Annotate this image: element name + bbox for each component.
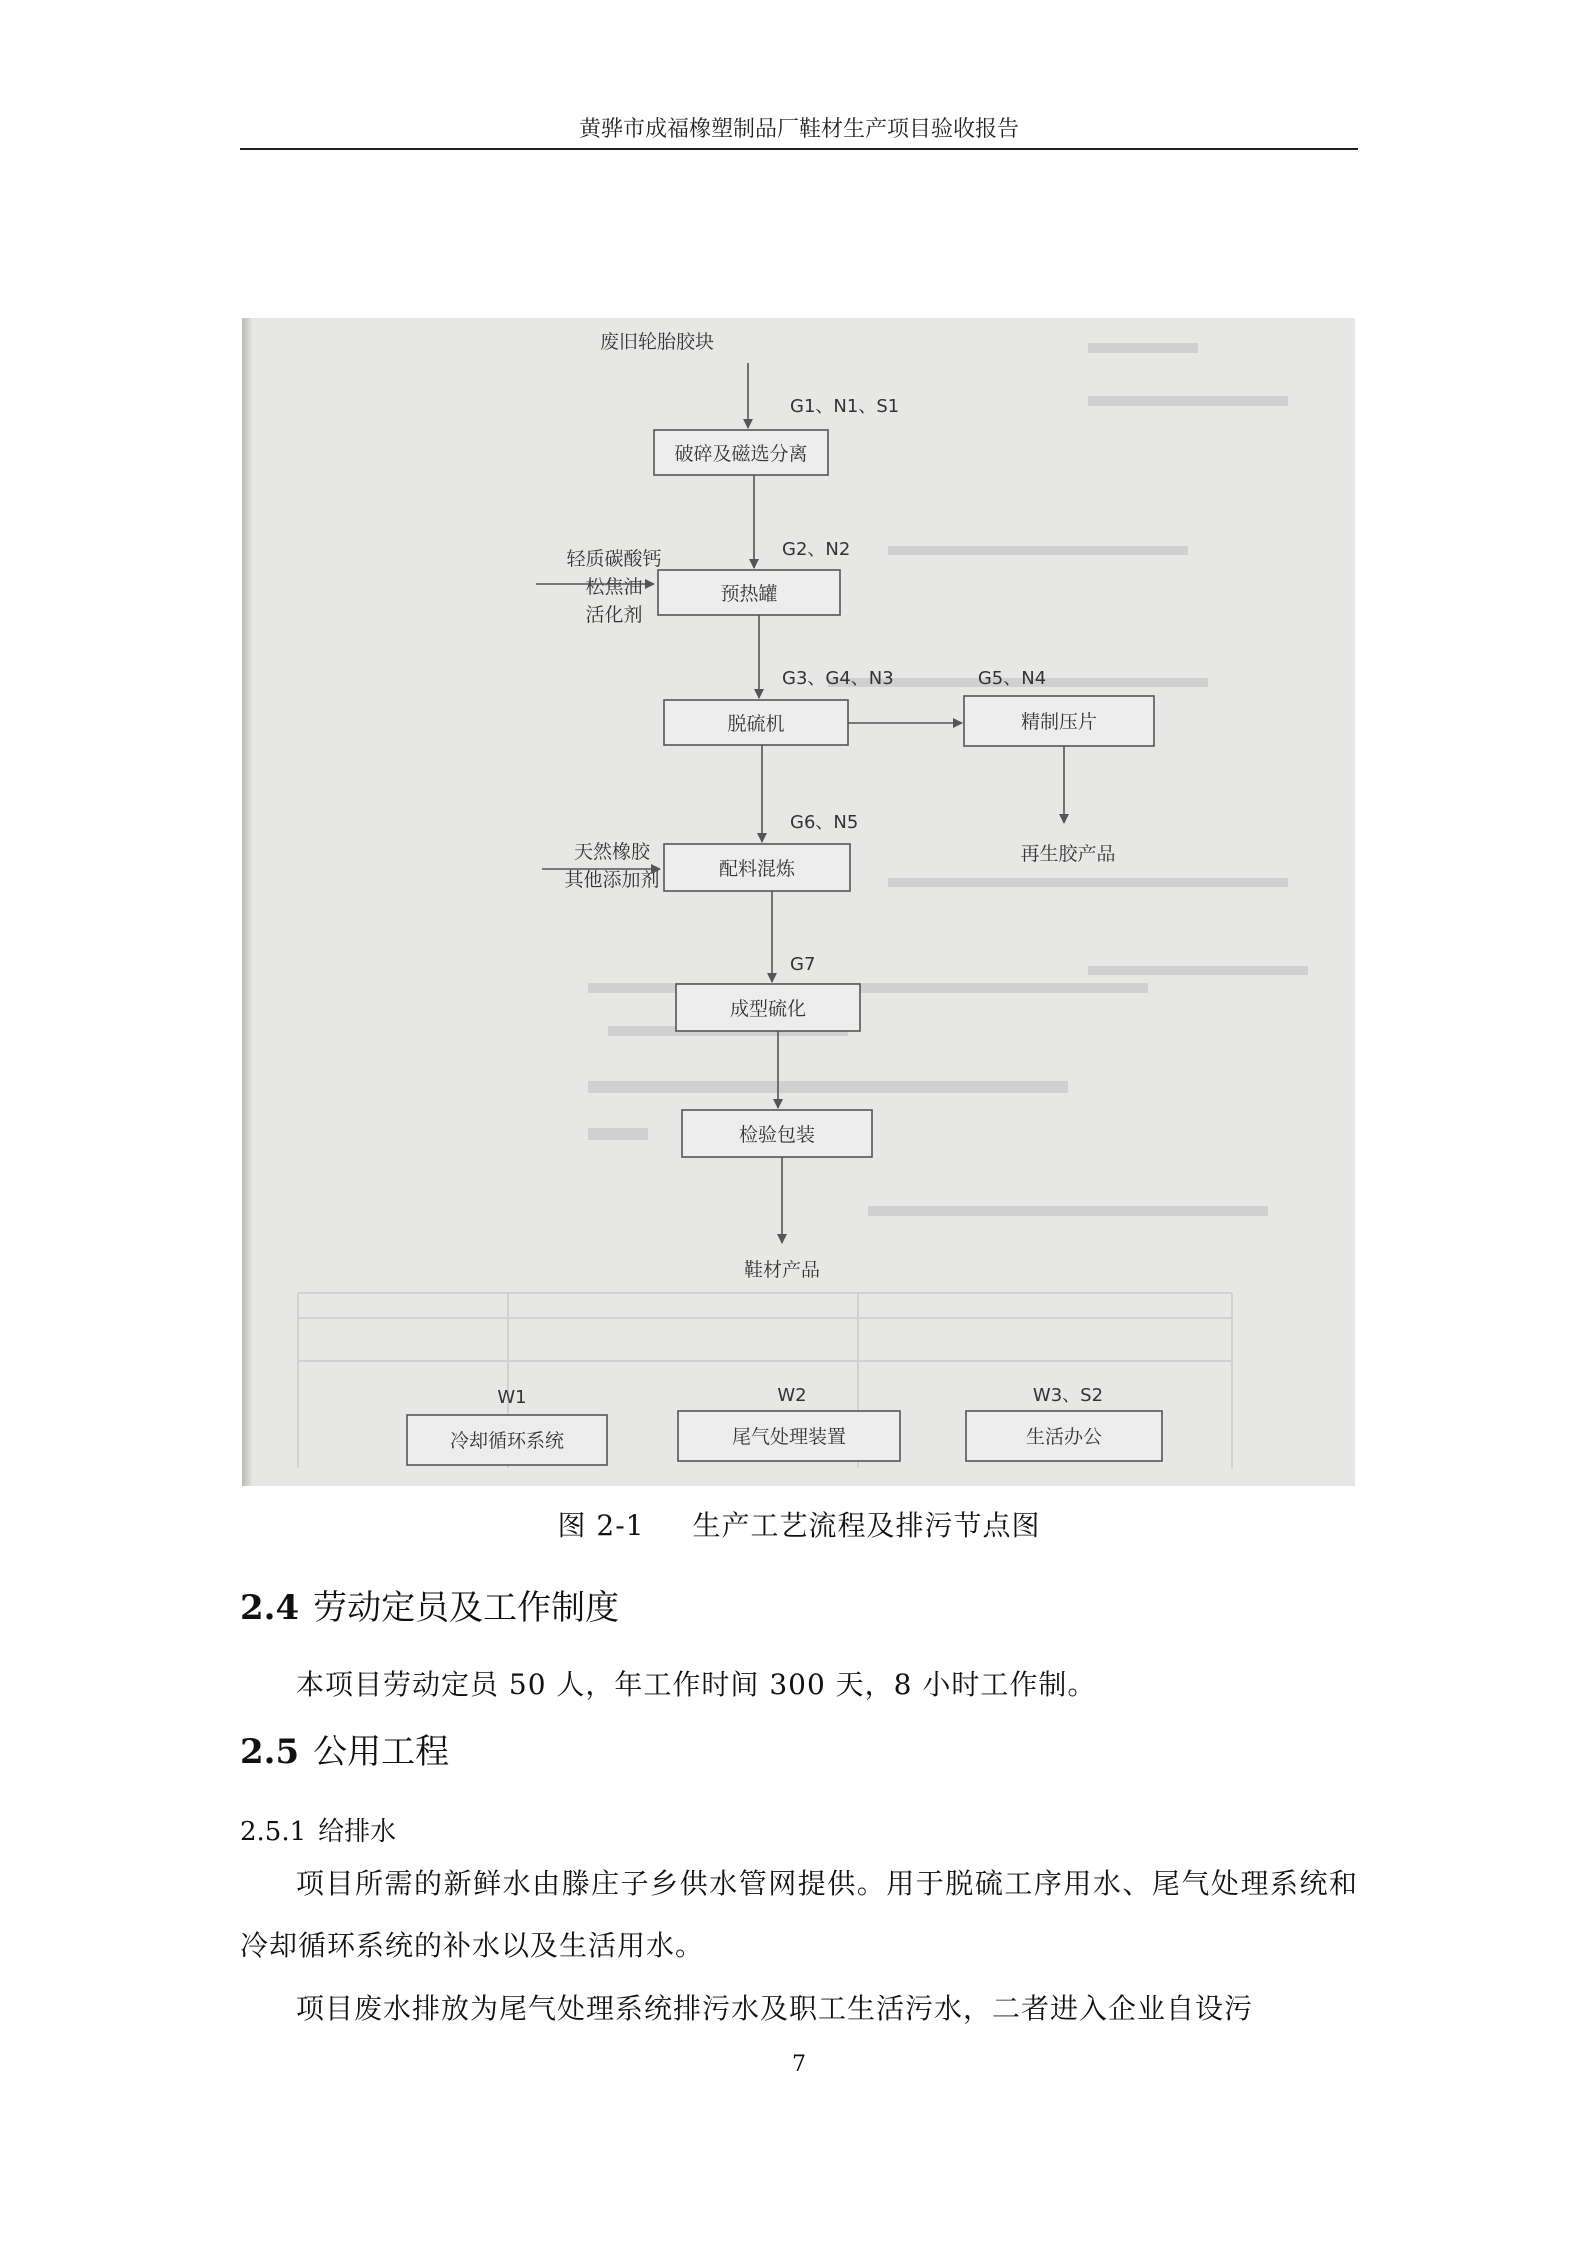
aux-1-label: 冷却循环系统 (449, 1430, 565, 1452)
step-crush-label: 破碎及磁选分离 (674, 443, 808, 465)
figure-caption (240, 1506, 1358, 1546)
pollutants-mix: G6、N5 (790, 812, 859, 833)
section-2-5-number: 2.5 (240, 1732, 300, 1772)
step-desulf-label: 脱硫机 (727, 713, 785, 735)
input-pine-tar: 松焦油 (585, 576, 643, 598)
aux-1-code: W1 (497, 1387, 527, 1408)
section-2-5-title: 公用工程 (313, 1732, 450, 1772)
section-2-4-body: 本项目劳动定员 50 人，年工作时间 300 天，8 小时工作制。 (296, 1668, 1097, 1701)
pollutants-preheat: G2、N2 (782, 539, 851, 560)
water-supply-paragraph: 项目所需的新鲜水由滕庄子乡供水管网提供。用于脱硫工序用水、尾气处理系统和冷却循环系统的补水以及生活用水。 (240, 1867, 1358, 1962)
header-rule (240, 148, 1358, 150)
input-calcium-carbonate: 轻质碳酸钙 (566, 548, 662, 570)
input-activator: 活化剂 (585, 604, 643, 626)
running-header: 黄骅市成福橡塑制品厂鞋材生产项目验收报告 (578, 117, 1019, 142)
section-2-4-title: 劳动定员及工作制度 (313, 1588, 620, 1628)
input-natural-rubber: 天然橡胶 (573, 841, 651, 863)
section-2-5-heading (240, 1728, 449, 1776)
output-shoe-material: 鞋材产品 (743, 1259, 821, 1281)
step-refine-label: 精制压片 (1020, 711, 1098, 733)
step-mix-label: 配料混炼 (718, 858, 796, 880)
pollutants-crush: G1、N1、S1 (790, 396, 900, 417)
bleed-through-marks (298, 343, 1308, 1468)
aux-2-code: W2 (777, 1385, 807, 1406)
input-other-additives: 其他添加剂 (564, 869, 660, 891)
wastewater-paragraph: 项目废水排放为尾气处理系统排污水及职工生活污水，二者进入企业自设污 (296, 1992, 1254, 2025)
output-reclaimed-rubber: 再生胶产品 (1020, 843, 1116, 865)
step-preheat-label: 预热罐 (720, 583, 778, 605)
pollutants-mold: G7 (790, 954, 816, 975)
step-mold-label: 成型硫化 (729, 998, 807, 1020)
subsection-2-5-1-title: 给排水 (318, 1817, 397, 1847)
section-2-4-number: 2.4 (240, 1588, 300, 1628)
input-tire-chunks: 废旧轮胎胶块 (600, 331, 715, 353)
pollutants-desulf: G3、G4、N3 (782, 668, 894, 689)
aux-2-label: 尾气处理装置 (731, 1426, 847, 1448)
subsection-2-5-1-number: 2.5.1 (240, 1817, 307, 1847)
figure-title: 生产工艺流程及排污节点图 (692, 1509, 1041, 1542)
pollutants-refine: G5、N4 (977, 668, 1047, 689)
step-inspect-label: 检验包装 (738, 1124, 816, 1146)
aux-3-label: 生活办公 (1025, 1426, 1103, 1448)
section-2-4-heading (240, 1584, 619, 1632)
process-flow-figure (242, 318, 1355, 1486)
subsection-2-5-1-heading (240, 1812, 396, 1852)
figure-number: 图 2-1 (557, 1509, 645, 1542)
flowchart-svg (242, 318, 1355, 1486)
page-number: 7 (792, 2052, 806, 2077)
aux-3-code: W3、S2 (1032, 1385, 1104, 1406)
